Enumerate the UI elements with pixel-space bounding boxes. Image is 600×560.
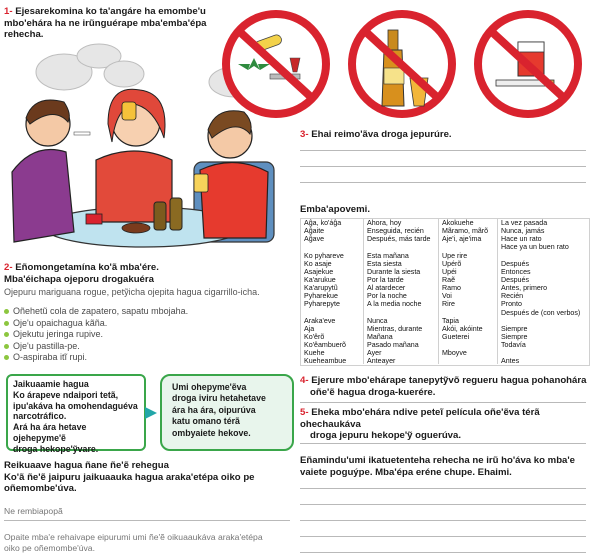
info-box-left-line: narcotráfico. <box>13 411 67 422</box>
vocab-cell: Siempre <box>501 324 528 333</box>
question-2-subtitle: Ojepuru mariguana rogue, petỹicha ojepita hagua cigarrillo-icha. <box>4 287 260 297</box>
vocab-cell <box>367 243 430 251</box>
vocab-cell <box>442 341 488 349</box>
vocab-cell: Gueterei <box>442 332 470 341</box>
final-prompt-line-2: vaiete poguýpe. Mba'épa eréne chupe. Ehaimi. <box>300 466 512 478</box>
bottom-hint-2 <box>4 532 296 553</box>
bottom-question-line-1: Reikuaave hagua ñane ñe'ẽ rehegua <box>4 460 169 471</box>
vocab-cell <box>501 349 580 357</box>
question-4 <box>300 375 595 398</box>
vocab-cell <box>367 309 430 317</box>
vocab-cell: Pyharekue <box>304 292 338 301</box>
bullet-item: O-aspiraba itĩ rupi. <box>4 352 294 364</box>
vocab-cell <box>501 252 580 260</box>
vocab-cell: Después <box>501 259 529 268</box>
vocab-cell <box>304 309 346 317</box>
question-2-title-1: Eñomongetamína ko'ã mba'ére. <box>15 262 159 273</box>
question-3 <box>300 129 452 141</box>
vocab-cell: Después de (con verbos) <box>501 308 581 317</box>
vocab-cell: Ko'êambuerõ <box>304 341 346 350</box>
vocab-col-2 <box>363 219 430 364</box>
vocab-cell: Voi <box>442 292 452 301</box>
vocab-cell: Mãramo, mãrõ <box>442 227 489 236</box>
question-4-line-2: oñe'ẽ hagua droga-kuerére. <box>310 386 436 398</box>
info-box-left-line: ipu'akáva ha omohendaguéva <box>13 400 138 411</box>
final-prompt-line-1: Eñamindu'umi ikatuetenteha rehecha ne irũ ho'áva ko mba'e <box>300 455 576 466</box>
vocab-cell: Después, más tarde <box>367 235 431 244</box>
vocab-cell: Akokuehe <box>442 219 474 227</box>
vocab-cell: Esta siesta <box>367 259 402 268</box>
vocab-cell: Hace un rato <box>501 235 542 244</box>
question-1-line-1: Ejesarekomina ko ta'angáre ha emombe'u <box>15 6 206 17</box>
vocab-cell: Nunca <box>367 316 388 325</box>
vocab-cell: Ko asaje <box>304 259 332 268</box>
question-5-line-2: droga jepuru hekope'ỹ oguerúva. <box>310 430 462 441</box>
vocab-cell: Rire <box>442 300 456 309</box>
bullet-item: Ojekutu jeringa rupive. <box>4 329 294 341</box>
vocab-cell: Tapia <box>442 316 459 325</box>
vocab-cell: Ko pyhareve <box>304 251 344 260</box>
no-smoking-sign-icon <box>466 8 590 118</box>
vocab-cell: Aja <box>304 324 315 333</box>
vocab-cell: Nunca, jamás <box>501 227 545 236</box>
info-box-right-line: ombyaiete hekove. <box>172 427 251 438</box>
question-2-title-2: Mba'éichapa ojeporu drogakuéra <box>4 273 154 285</box>
info-box-right-line: droga iviru hetahetave <box>172 393 266 404</box>
bullet-item: Oje'u pastilla-pe. <box>4 341 294 353</box>
vocab-cell: Todavía <box>501 341 526 350</box>
vocab-cell: Raẽ <box>442 275 456 284</box>
vocab-cell: Enseguida, recién <box>367 227 424 236</box>
vocab-cell <box>304 243 346 251</box>
vocab-cell: Kueheambue <box>304 357 347 366</box>
writing-line[interactable] <box>300 182 586 183</box>
vocab-cell: Siempre <box>501 332 528 341</box>
writing-line[interactable] <box>300 488 586 489</box>
vocab-cell: Upéi <box>442 267 457 276</box>
vocab-cell: Araka'eve <box>304 316 336 325</box>
question-2-bullets <box>4 306 294 364</box>
writing-line[interactable] <box>300 150 586 151</box>
vocab-cell <box>501 317 580 325</box>
vocab-cell: Durante la siesta <box>367 267 421 276</box>
writing-line[interactable] <box>300 443 586 444</box>
writing-line[interactable] <box>300 504 586 505</box>
bottom-hint-2-line-2: oiko pe oñemombe'úva. <box>4 542 95 553</box>
question-1-number: 1- <box>4 6 13 17</box>
vocab-cell <box>442 243 488 251</box>
vocab-cell: Akói, akóinte <box>442 324 483 333</box>
vocab-cell: Mañana <box>367 332 393 341</box>
vocab-cell: Por la tarde <box>367 275 404 284</box>
vocab-cell: Aje'i, aje'ima <box>442 235 482 244</box>
info-box-right-line: ára ha ára, oipurúva <box>172 404 256 415</box>
vocab-cell: Antes, primero <box>501 284 548 293</box>
vocab-cell: Hace ya un buen rato <box>501 243 569 252</box>
vocab-cell: Entonces <box>501 267 531 276</box>
writing-line[interactable] <box>300 520 586 521</box>
question-1-line-2: mbo'ehára ha ne irũnguérape mba'emba'épa <box>4 17 207 29</box>
bullet-item: Oñehetũ cola de zapatero, sapatu mbojaha. <box>4 306 294 318</box>
vocab-cell: Ayer <box>367 349 382 358</box>
bottom-hint-2-line-1: Opaite mba'e rehaivape eipurumi umi ñe'ẽ oikuaaukáva araka'etépa <box>4 532 263 542</box>
vocab-cell: A la media noche <box>367 300 422 309</box>
vocab-cell: Al atardecer <box>367 284 406 293</box>
vocab-cell: Ka'arupytũ <box>304 284 338 293</box>
question-5-line-1: Eheka mbo'ehára ndive peteĩ película oñe'ẽva térã ohechaukáva <box>300 407 540 430</box>
vocab-cell: Pronto <box>501 300 522 309</box>
question-3-text: Ehai reimo'ãva droga jepurúre. <box>311 129 452 140</box>
vocab-cell: Kuehe <box>304 349 325 358</box>
question-5-number: 5- <box>300 407 309 418</box>
question-4-line-1: Ejerure mbo'ehárape tanepytỹvõ regueru hagua pohanohára <box>311 375 587 386</box>
vocab-cell <box>442 309 488 317</box>
vocab-cell: Pasado mañana <box>367 341 419 350</box>
vocab-table <box>300 218 590 366</box>
bottom-question-line-2: Ko'ã ñe'ẽ jaipuru jaikuaauka hagua araka'etépa oiko pe <box>4 471 255 483</box>
writing-line[interactable] <box>300 536 586 537</box>
bullet-item: Oje'u opaichagua kãña. <box>4 318 294 330</box>
vocab-cell: Aĝaite <box>304 227 325 236</box>
vocab-cell: Pyharepyte <box>304 300 340 309</box>
info-box-left <box>6 374 146 454</box>
info-box-left-line: Ará ha ára hetave ojehepyme'ẽ <box>13 422 87 443</box>
writing-line[interactable] <box>300 402 586 403</box>
vocab-cell: Ramo <box>442 284 461 293</box>
info-box-left-line: Jaikuaamie hagua <box>13 379 89 389</box>
no-alcohol-sign-icon <box>340 8 464 118</box>
pointer-arrow-icon <box>145 406 159 420</box>
vocab-cell: Recién <box>501 292 524 301</box>
writing-line[interactable] <box>4 520 290 521</box>
vocab-col-4 <box>497 219 580 364</box>
vocab-cell: Ka'arukue <box>304 275 336 284</box>
final-prompt <box>300 455 595 478</box>
vocab-col-3 <box>438 219 488 364</box>
vocab-cell: Después <box>501 275 529 284</box>
vocab-cell: Mboyve <box>442 349 467 358</box>
question-4-number: 4- <box>300 375 309 386</box>
info-box-right-line: katu omano térã <box>172 416 240 427</box>
no-drugs-sign-icon <box>214 8 338 118</box>
vocab-cell: Esta mañana <box>367 251 409 260</box>
vocab-cell: Upe rire <box>442 251 468 260</box>
question-2 <box>4 262 294 285</box>
vocab-cell: Aĝave <box>304 235 325 244</box>
vocab-cell: Anteayer <box>367 357 396 366</box>
info-box-left-line: droga hekope'ỹvare. <box>13 443 99 454</box>
vocab-cell: Por la noche <box>367 292 407 301</box>
vocab-cell: Asajekue <box>304 267 334 276</box>
question-2-number: 2- <box>4 262 13 273</box>
bottom-hint-1: Ne rembiapopã <box>4 506 63 516</box>
info-box-right <box>160 374 294 451</box>
question-5 <box>300 407 595 442</box>
vocab-cell: La vez pasada <box>501 219 548 227</box>
question-1-line-3: rehecha. <box>4 29 44 40</box>
vocab-title: Emba'apovemi. <box>300 204 370 215</box>
vocab-cell: Ko'êrõ <box>304 332 325 341</box>
writing-line[interactable] <box>300 166 586 167</box>
vocab-cell: Ahora, hoy <box>367 219 402 227</box>
info-box-right-line: Umi ohepyme'ẽva <box>172 382 247 392</box>
vocab-cell: Upérõ <box>442 259 462 268</box>
vocab-cell: Mientras, durante <box>367 324 423 333</box>
info-box-left-line: Ko árapeve ndaipori tetã, <box>13 389 119 400</box>
vocab-col-1 <box>304 219 346 366</box>
bottom-question-line-3: oñemombe'úva. <box>4 483 77 494</box>
vocab-cell: Antes <box>501 357 520 366</box>
writing-line[interactable] <box>300 552 586 553</box>
question-3-number: 3- <box>300 129 309 140</box>
vocab-cell: Aĝa, ko'áĝa <box>304 219 342 227</box>
bottom-question <box>4 460 296 495</box>
